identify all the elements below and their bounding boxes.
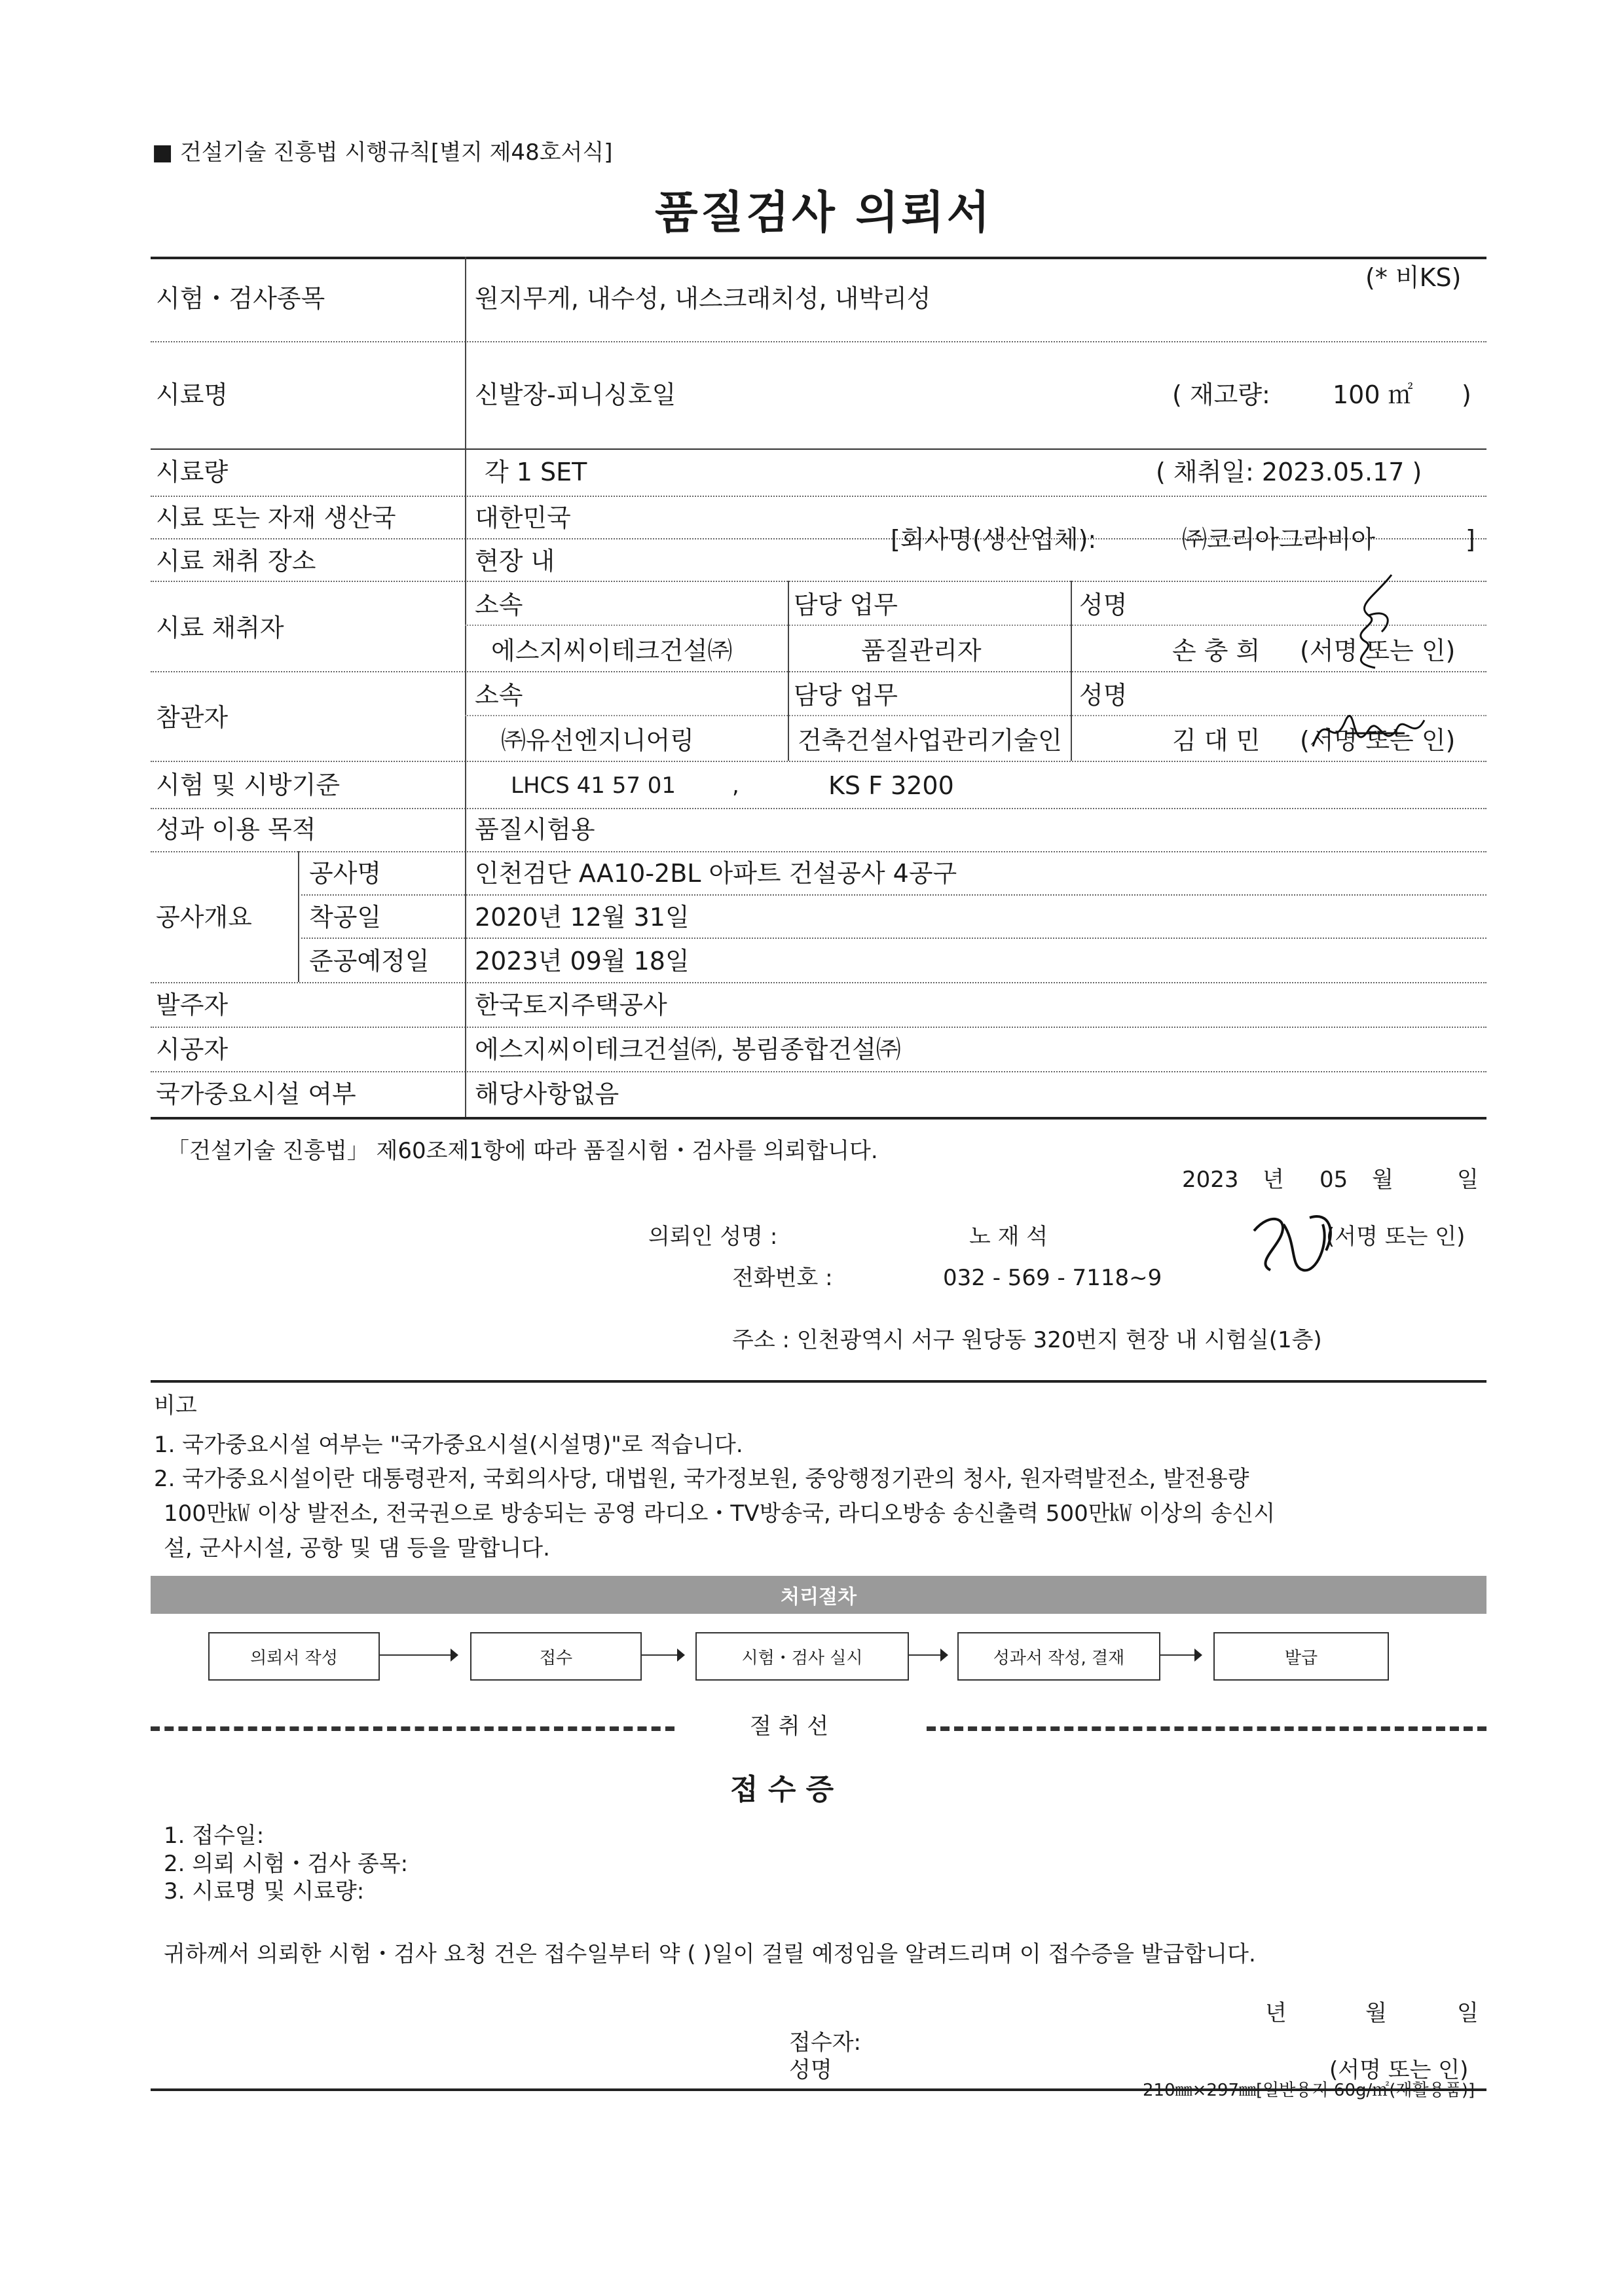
sampler-name-label: 성명: [1079, 591, 1128, 619]
sampler-duty-label: 담당 업무: [794, 591, 898, 619]
procedure-bar: [151, 1576, 1486, 1614]
note-2-line-1: 2. 국가중요시설이란 대통령관저, 국회의사당, 대법원, 국가정보원, 중앙행정기관의 청사, 원자력발전소, 발전용량: [154, 1466, 1249, 1492]
date-year-unit: 년: [1263, 1167, 1284, 1193]
project-name: 인천검단 AA10-2BL 아파트 건설공사 4공구: [475, 859, 957, 888]
receipt-item-2: 2. 의뢰 시험・검사 종목:: [164, 1851, 409, 1877]
requester-name: 노 재 석: [969, 1224, 1048, 1250]
date-month-unit: 월: [1372, 1167, 1393, 1193]
receipt-month-unit: 월: [1365, 2000, 1387, 2026]
column-divider: [788, 581, 789, 761]
arrow-head-icon: [940, 1649, 948, 1662]
row-divider: [151, 761, 1486, 762]
flow-arrow: [640, 1654, 677, 1656]
witness-duty-label: 담당 업무: [794, 681, 898, 710]
row-divider: [298, 894, 1486, 896]
requester-name-label: 의뢰인 성명 :: [648, 1224, 778, 1250]
column-divider: [298, 851, 299, 982]
company-label: [회사명(생산업체):: [891, 525, 1097, 554]
sampler-label: 시료 채취자: [156, 613, 284, 642]
sampler-affil: 에스지씨이테크건설㈜: [491, 636, 733, 665]
request-statement: 「건설기술 진흥법」 제60조제1항에 따라 품질시험・검사를 의뢰합니다.: [167, 1138, 878, 1164]
witness-name-label: 성명: [1079, 681, 1128, 710]
sample-qty-label: 시료량: [156, 458, 229, 486]
procedure-heading: 처리절차: [781, 1586, 857, 1609]
witness-name: 김 대 민: [1172, 726, 1261, 755]
national-value: 해당사항없음: [475, 1080, 619, 1108]
row-divider: [151, 496, 1486, 497]
row-divider: [298, 938, 1486, 939]
receipt-title: 접 수 증: [730, 1773, 834, 1806]
project-end-label: 준공예정일: [309, 947, 430, 975]
flow-arrow: [378, 1654, 451, 1656]
purpose-label: 성과 이용 목적: [156, 815, 316, 844]
requester-phone-label: 전화번호 :: [732, 1265, 833, 1291]
requester-sign-label: (서명 또는 인): [1326, 1224, 1466, 1250]
project-start-label: 착공일: [309, 903, 382, 932]
requester-phone: 032 - 569 - 7118~9: [943, 1265, 1162, 1291]
stock-label: ( 재고량:: [1172, 380, 1270, 409]
table-bottom-border: [151, 1117, 1486, 1120]
witness-affil-label: 소속: [475, 681, 523, 710]
date-year: 2023: [1182, 1167, 1239, 1193]
table-top-border: [151, 257, 1486, 259]
receipt-day-unit: 일: [1457, 2000, 1479, 2026]
stock-value: 100 ㎡: [1333, 380, 1413, 409]
flow-step-4: 성과서 작성, 결재: [957, 1632, 1160, 1681]
note-2-line-2: 100만㎾ 이상 발전소, 전국권으로 방송되는 공영 라디오・TV방송국, 라디오방송 송신출력 500만㎾ 이상의 송신시: [164, 1501, 1276, 1527]
test-items-note: (* 비KS): [1365, 263, 1462, 292]
flow-step-1: 의뢰서 작성: [208, 1632, 380, 1681]
test-items-value: 원지무게, 내수성, 내스크래치성, 내박리성: [475, 284, 931, 313]
witness-sign-label: (서명 또는 인): [1300, 726, 1456, 755]
witness-label: 참관자: [156, 703, 229, 732]
sampler-signature: [1329, 570, 1414, 674]
date-day-unit: 일: [1457, 1167, 1479, 1193]
flow-step-2: 접수: [470, 1632, 642, 1681]
flow-arrow: [908, 1654, 940, 1656]
receipt-year-unit: 년: [1265, 2000, 1287, 2026]
client-label: 발주자: [156, 991, 229, 1019]
page-title: 품질검사 의뢰서: [655, 187, 993, 239]
cut-line-right: [927, 1726, 1486, 1731]
sampler-affil-label: 소속: [475, 591, 523, 619]
purpose-value: 품질시험용: [475, 815, 595, 844]
standard-label: 시험 및 시방기준: [156, 771, 341, 799]
sampler-name: 손 충 희: [1172, 636, 1261, 665]
requester-signature: [1244, 1205, 1342, 1283]
receiver-sign-label: (서명 또는 인): [1329, 2057, 1469, 2083]
origin-label: 시료 또는 자재 생산국: [156, 503, 396, 532]
standard-value-1: LHCS 41 57 01: [511, 773, 676, 799]
receipt-text: 귀하께서 의뢰한 시험・검사 요청 건은 접수일부터 약 ( )일이 걸릴 예정임을 알려드리며 이 접수증을 발급합니다.: [164, 1941, 1256, 1967]
arrow-head-icon: [677, 1649, 685, 1662]
receipt-item-1: 1. 접수일:: [164, 1823, 265, 1849]
sample-qty-value: 각 1 SET: [485, 458, 587, 486]
row-divider: [151, 1071, 1486, 1072]
standard-value-2: KS F 3200: [828, 771, 954, 800]
form-header: ■ 건설기술 진흥법 시행규칙[별지 제48호서식]: [152, 139, 613, 166]
flow-step-3: 시험・검사 실시: [695, 1632, 909, 1681]
row-divider: [151, 1027, 1486, 1028]
row-divider: [151, 808, 1486, 809]
witness-affil: ㈜유선엔지니어링: [501, 726, 694, 755]
row-divider: [151, 581, 1486, 582]
note-2-line-3: 설, 군사시설, 공항 및 댐 등을 말합니다.: [164, 1535, 550, 1561]
flow-step-5: 발급: [1213, 1632, 1389, 1681]
sampling-date: ( 채취일: 2023.05.17 ): [1156, 458, 1422, 486]
receipt-item-3: 3. 시료명 및 시료량:: [164, 1878, 365, 1904]
receiver-name-label: 성명: [789, 2057, 832, 2083]
project-name-label: 공사명: [309, 859, 382, 888]
project-label: 공사개요: [156, 903, 252, 932]
standard-separator: ,: [732, 773, 739, 799]
row-divider: [151, 671, 1486, 672]
row-divider: [151, 851, 1486, 852]
origin-value: 대한민국: [475, 503, 571, 532]
site-value: 현장 내: [475, 547, 555, 575]
cut-line-label: 절 취 선: [750, 1713, 829, 1740]
contractor-label: 시공자: [156, 1035, 229, 1064]
test-items-label: 시험・검사종목: [156, 284, 325, 313]
notes-top-border: [151, 1380, 1486, 1383]
column-divider: [1071, 581, 1072, 761]
arrow-head-icon: [1194, 1649, 1202, 1662]
project-start: 2020년 12월 31일: [475, 903, 690, 932]
row-divider: [151, 341, 1486, 342]
witness-duty: 건축건설사업관리기술인: [798, 726, 1062, 755]
contractor-value: 에스지씨이테크건설㈜, 봉림종합건설㈜: [475, 1035, 901, 1064]
witness-signature: [1306, 694, 1431, 766]
national-label: 국가중요시설 여부: [156, 1080, 356, 1108]
company-value: ㈜코리아그라비아: [1182, 525, 1375, 554]
stock-close: ): [1462, 380, 1471, 409]
date-month: 05: [1320, 1167, 1348, 1193]
company-close: ]: [1466, 525, 1475, 554]
flow-arrow: [1159, 1654, 1194, 1656]
note-1: 1. 국가중요시설 여부는 "국가중요시설(시설명)"로 적습니다.: [154, 1432, 743, 1458]
paper-spec: 210㎜×297㎜[일반용지 60g/㎡(재활용품)]: [1143, 2081, 1475, 2100]
sampler-duty: 품질관리자: [861, 636, 982, 665]
sample-name-label: 시료명: [156, 380, 229, 409]
site-label: 시료 채취 장소: [156, 547, 316, 575]
project-end: 2023년 09월 18일: [475, 947, 690, 975]
column-divider: [465, 257, 466, 1117]
requester-address: 주소 : 인천광역시 서구 원당동 320번지 현장 내 시험실(1층): [732, 1327, 1322, 1353]
arrow-head-icon: [451, 1649, 458, 1662]
cut-line-left: [151, 1726, 674, 1731]
row-divider: [151, 448, 1486, 450]
sample-name-value: 신발장-피니싱호일: [475, 380, 676, 409]
sampler-sign-label: (서명 또는 인): [1300, 636, 1456, 665]
client-value: 한국토지주택공사: [475, 991, 667, 1019]
receiver-label: 접수자:: [789, 2030, 861, 2056]
row-divider: [151, 982, 1486, 983]
notes-heading: 비고: [154, 1393, 197, 1419]
